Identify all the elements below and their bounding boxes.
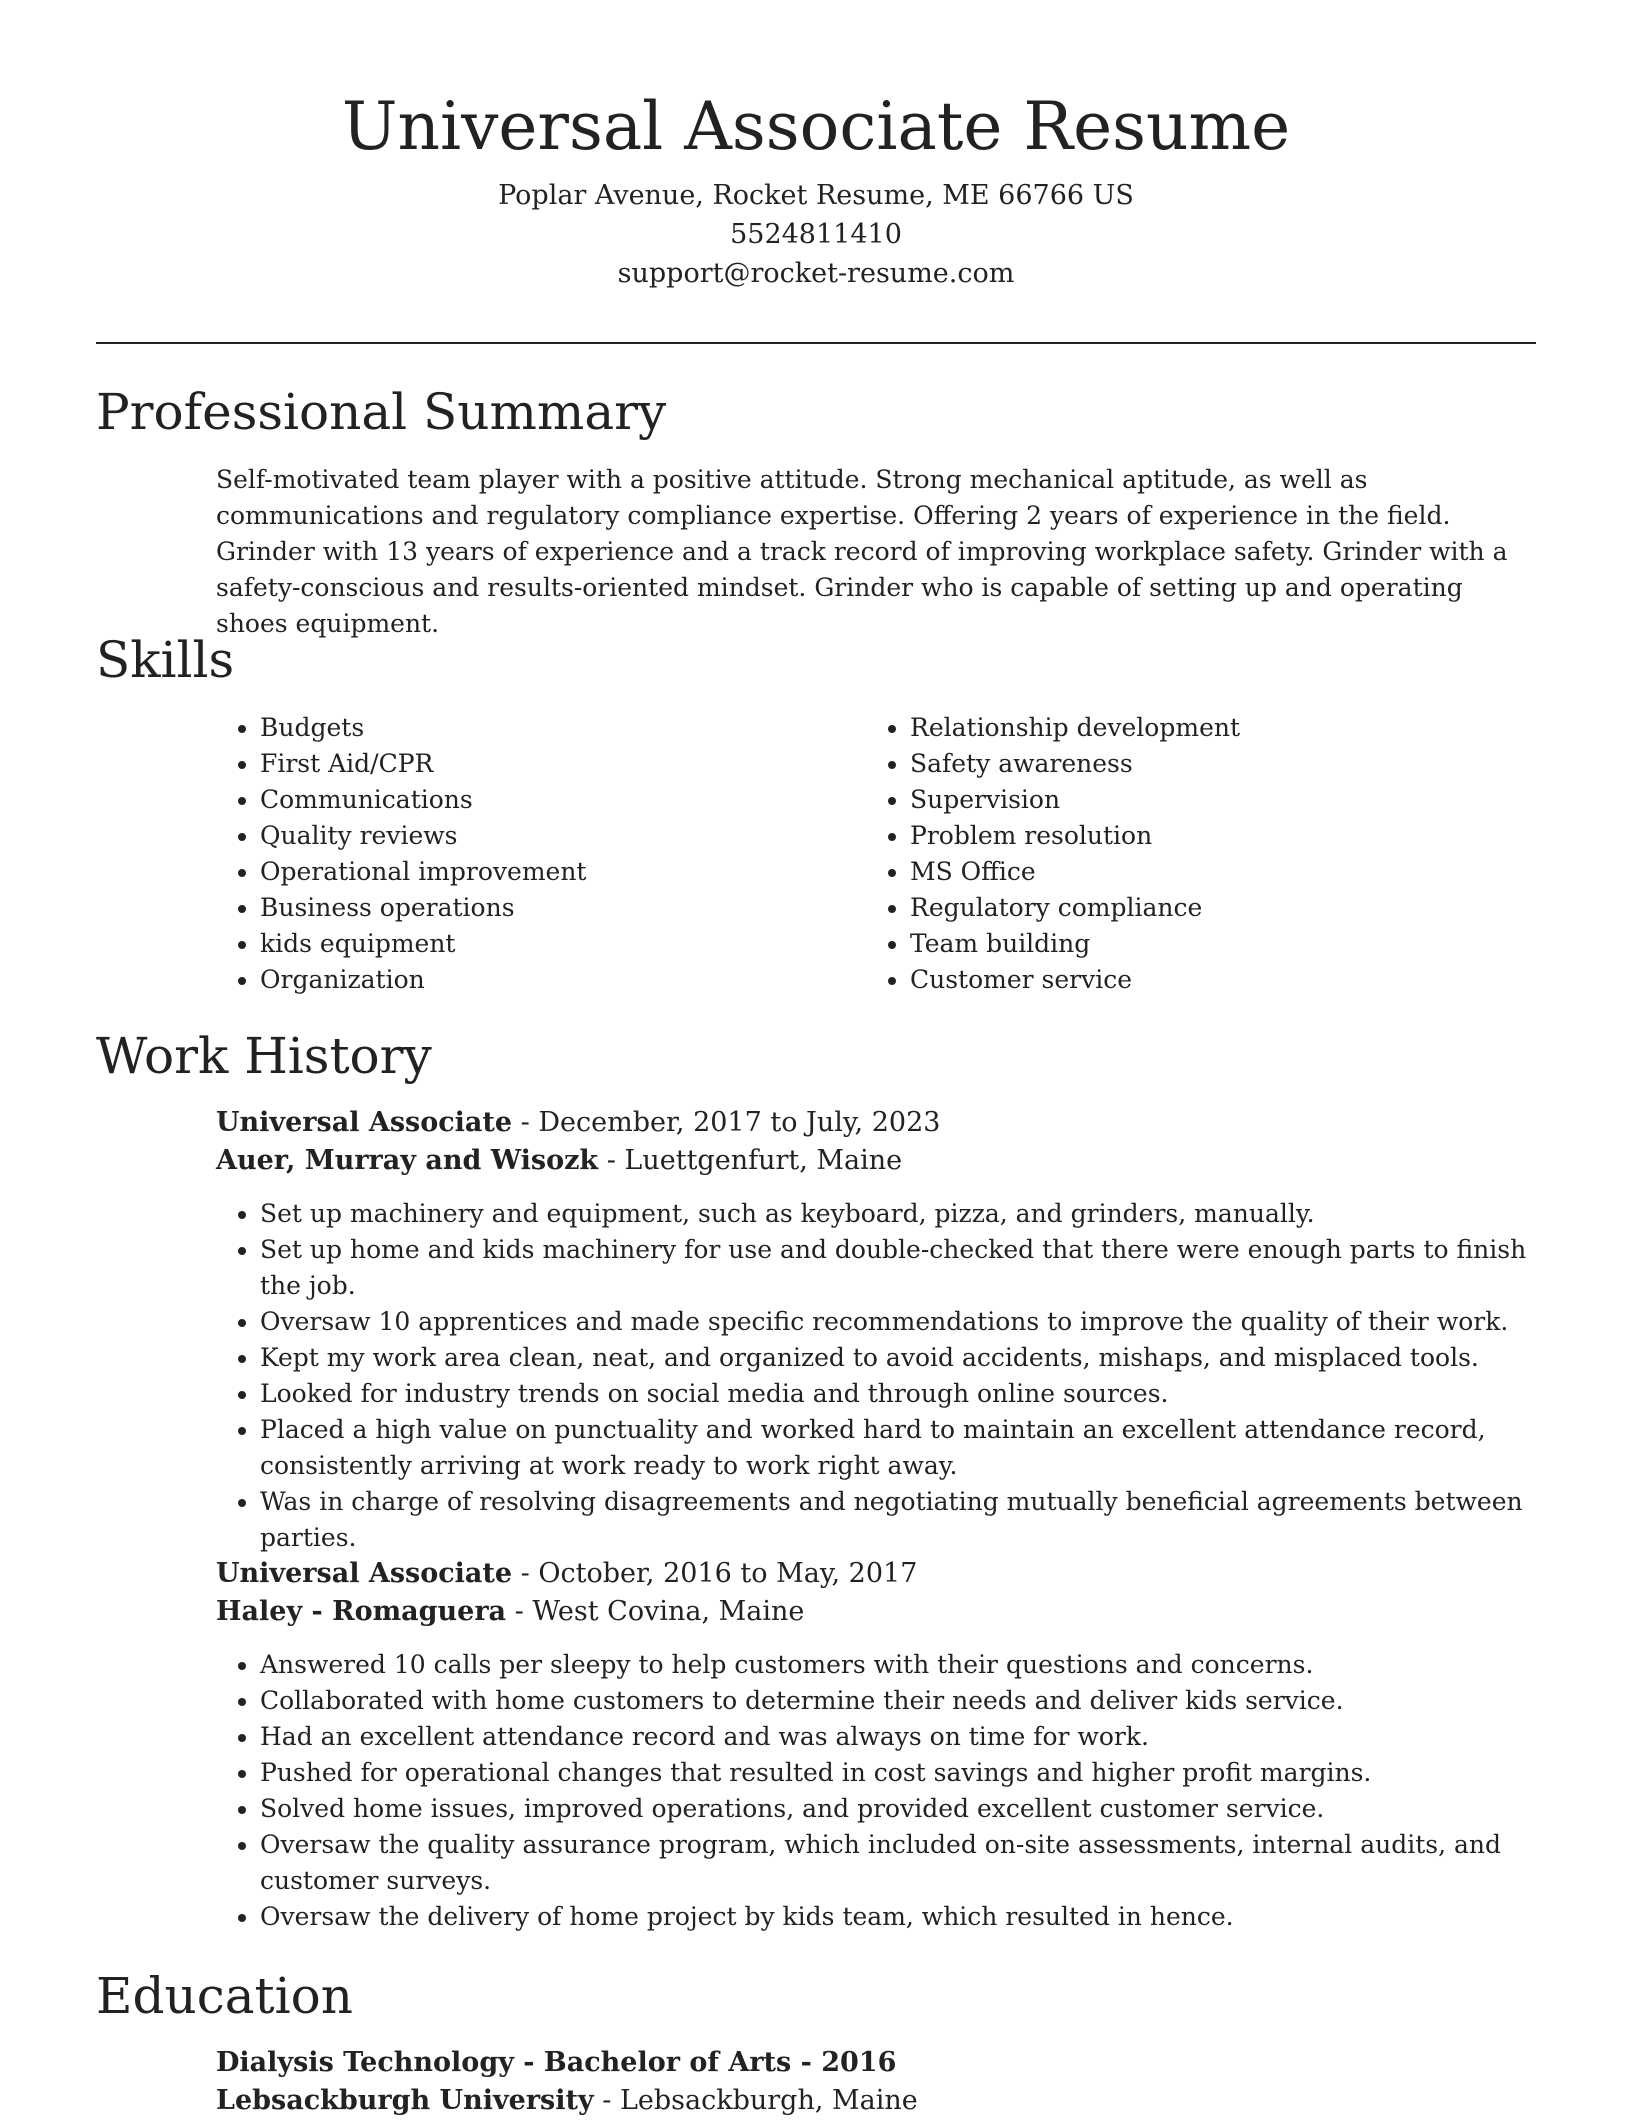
job-position: Universal Associate: [216, 1558, 513, 1589]
education-degree: Dialysis Technology - Bachelor of Arts - 2016: [216, 2047, 897, 2078]
job-bullet: • Had an excellent attendance record and was always on time for work.: [260, 1719, 1546, 1755]
job-bullet: • Oversaw the quality assurance program, which included on-site assessments, internal audits, and customer surveys.: [260, 1827, 1546, 1899]
skill-item: • MS Office: [910, 854, 1486, 890]
job-dates: - December, 2017 to July, 2023: [512, 1107, 941, 1138]
job-bullet: • Set up machinery and equipment, such as keyboard, pizza, and grinders, manually.: [260, 1196, 1546, 1232]
skill-item: • Organization: [260, 962, 836, 998]
skill-item: • Team building: [910, 926, 1486, 962]
job-bullet: • Solved home issues, improved operations, and provided excellent customer service.: [260, 1791, 1546, 1827]
education-entry: [216, 2044, 1540, 2120]
job-company-line: [216, 1142, 1546, 1180]
contact-email: support@rocket-resume.com: [617, 258, 1015, 289]
skill-item: • Supervision: [910, 782, 1486, 818]
job-company: Haley - Romaguera: [216, 1596, 507, 1627]
skills-column-right: [866, 710, 1486, 998]
summary-text: Self-motivated team player with a positive attitude. Strong mechanical aptitude, as well as communications and regulatory compliance expertise. Offering 2 years of experience in the field. Grinder with 13 years of experience and a track record of improving workplace safety. Grinder with a safety-conscious and results-oriented mindset. Grinder who is capable of setting up and operating shoes equipment.: [216, 465, 1508, 638]
skill-item: • Business operations: [260, 890, 836, 926]
education-school-line: [216, 2082, 1540, 2120]
summary-heading: Professional Summary: [96, 383, 667, 441]
job-title-line: [216, 1555, 1546, 1593]
skill-item: • Operational improvement: [260, 854, 836, 890]
job-bullet: • Oversaw the delivery of home project by kids team, which resulted in hence.: [260, 1899, 1546, 1935]
education-location: - Lebsackburgh, Maine: [593, 2085, 918, 2116]
skill-item: • Regulatory compliance: [910, 890, 1486, 926]
skill-item: • Communications: [260, 782, 836, 818]
job-location: - Luettgenfurt, Maine: [598, 1145, 903, 1176]
contact-info: [0, 176, 1632, 293]
job-bullet: • Pushed for operational changes that resulted in cost savings and higher profit margins.: [260, 1755, 1546, 1791]
job-company-line: [216, 1593, 1546, 1631]
skill-item: • Budgets: [260, 710, 836, 746]
job-title-line: [216, 1104, 1546, 1142]
job-dates: - October, 2016 to May, 2017: [512, 1558, 918, 1589]
job-bullet: • Looked for industry trends on social media and through online sources.: [260, 1376, 1546, 1412]
job-company: Auer, Murray and Wisozk: [216, 1145, 599, 1176]
header-divider: [96, 342, 1536, 344]
skill-item: • Customer service: [910, 962, 1486, 998]
resume-header: [0, 0, 1632, 293]
job-location: - West Covina, Maine: [506, 1596, 805, 1627]
job-entry: [216, 1555, 1546, 1935]
job-bullet: • Was in charge of resolving disagreements and negotiating mutually beneficial agreements between parties.: [260, 1484, 1546, 1556]
skill-item: • First Aid/CPR: [260, 746, 836, 782]
skill-item: • Relationship development: [910, 710, 1486, 746]
job-bullet: • Set up home and kids machinery for use and double-checked that there were enough parts to finish the job.: [260, 1232, 1546, 1304]
job-bullet: • Kept my work area clean, neat, and organized to avoid accidents, mishaps, and misplaced tools.: [260, 1340, 1546, 1376]
contact-phone: 5524811410: [730, 219, 902, 250]
work-history-heading: Work History: [96, 1027, 432, 1085]
skill-item: • Quality reviews: [260, 818, 836, 854]
skill-item: • kids equipment: [260, 926, 836, 962]
summary-section: [216, 462, 1540, 642]
skill-item: • Problem resolution: [910, 818, 1486, 854]
job-bullet: • Oversaw 10 apprentices and made specific recommendations to improve the quality of their work.: [260, 1304, 1546, 1340]
job-position: Universal Associate: [216, 1107, 513, 1138]
job-bullet: • Collaborated with home customers to determine their needs and deliver kids service.: [260, 1683, 1546, 1719]
skills-heading: Skills: [96, 631, 235, 689]
job-entry: [216, 1104, 1546, 1556]
skills-column-left: [216, 710, 836, 998]
education-heading: Education: [96, 1967, 353, 2025]
skill-item: • Safety awareness: [910, 746, 1486, 782]
contact-address: Poplar Avenue, Rocket Resume, ME 66766 US: [498, 180, 1134, 211]
education-school: Lebsackburgh University: [216, 2085, 594, 2116]
resume-name: Universal Associate Resume: [341, 88, 1291, 165]
job-bullet: • Placed a high value on punctuality and worked hard to maintain an excellent attendance record, consistently arriving at work ready to work right away.: [260, 1412, 1546, 1484]
job-bullet: • Answered 10 calls per sleepy to help customers with their questions and concerns.: [260, 1647, 1546, 1683]
